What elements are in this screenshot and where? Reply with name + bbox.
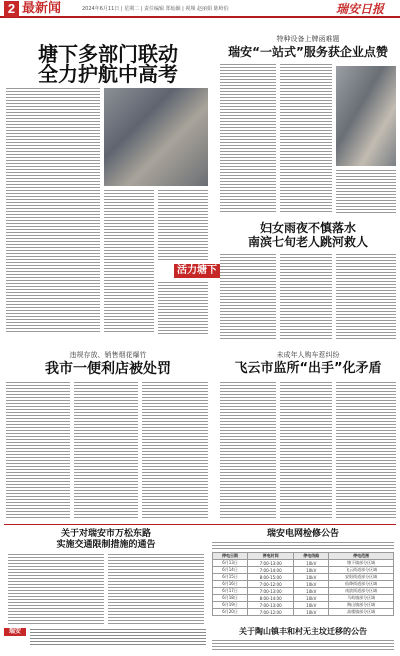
table-cell: 高楼镇部分区域 [329, 609, 394, 616]
newspaper-logo: 瑞安日报 [336, 2, 385, 16]
lead-body-col2 [104, 190, 154, 334]
table-row [213, 602, 394, 609]
section-title: 最新闻 [22, 1, 62, 16]
table-cell: 8:00-14:00 [248, 595, 294, 602]
table-cell: 7:00-13:00 [248, 560, 294, 567]
rescue-headline-line2: 南滨七旬老人跳河救人 [247, 235, 368, 249]
table-cell: 10kV [294, 581, 329, 588]
table-cell: 7:00-13:00 [248, 602, 294, 609]
table-row [213, 581, 394, 588]
market-body-col2 [74, 382, 138, 518]
page-number: 2 [4, 1, 19, 17]
power-notice-title: 瑞安电网检修公告 [266, 529, 339, 539]
table-cell: 7:00-12:00 [248, 609, 294, 616]
table-cell: 南滨街道部分区域 [329, 588, 394, 595]
table-cell: 10kV [294, 595, 329, 602]
table-cell: 6月16日 [213, 581, 248, 588]
rescue-body-col1 [220, 254, 276, 340]
rescue-body-col3 [336, 254, 396, 340]
car-kicker: 未成年人购车惹纠纷 [276, 351, 340, 359]
table-row [213, 609, 394, 616]
power-notice-intro [212, 542, 394, 550]
table-cell: 6月14日 [213, 567, 248, 574]
feature-photo [336, 66, 396, 166]
market-body-col3 [142, 382, 208, 518]
table-cell: 7:00-12:00 [248, 581, 294, 588]
table-cell: 10kV [294, 567, 329, 574]
table-cell: 10kV [294, 602, 329, 609]
table-cell: 陶山镇部分区域 [329, 602, 394, 609]
tangxia-notice-body [212, 640, 394, 652]
masthead-info: 2024年6月11日 | 星期二 | 责任编辑 郑灿颖 | 视频 赵丽娟 陈岭伯 [82, 6, 229, 12]
table-header: 停电时间 [248, 553, 294, 560]
traffic-notice-title-line2: 实施交通限制措施的通告 [56, 540, 156, 550]
lead-body-col4 [158, 282, 208, 334]
rescue-headline-line1: 妇女雨夜不慎落水 [259, 221, 356, 235]
feature-body-col3 [336, 170, 396, 214]
table-cell: 6月18日 [213, 595, 248, 602]
footer-notice-body [30, 629, 206, 647]
table-cell: 塘下镇部分区域 [329, 560, 394, 567]
car-body-col1 [220, 382, 276, 518]
lead-body-col1 [6, 88, 100, 334]
table-header: 停电范围 [329, 553, 394, 560]
table-cell: 飞云街道部分区域 [329, 567, 394, 574]
table-cell: 安阳街道部分区域 [329, 574, 394, 581]
table-cell: 马屿镇部分区域 [329, 595, 394, 602]
table-cell: 10kV [294, 574, 329, 581]
traffic-notice-body-col1 [8, 554, 104, 624]
table-cell: 10kV [294, 588, 329, 595]
lead-headline-line1: 塘下多部门联动 [38, 42, 178, 66]
table-cell: 6月13日 [213, 560, 248, 567]
table-cell: 10kV [294, 609, 329, 616]
feature-body-col2 [280, 64, 332, 214]
notice-divider [4, 524, 396, 525]
table-header: 停电线路 [294, 553, 329, 560]
lead-photo [104, 88, 208, 186]
lead-headline-line2: 全力护航中高考 [38, 62, 178, 86]
table-cell: 6月19日 [213, 602, 248, 609]
feature-kicker: 特种设备上牌函难题 [276, 35, 340, 43]
traffic-notice-body-col2 [108, 554, 204, 624]
traffic-notice-title-line1: 关于对瑞安市万松东路 [60, 529, 151, 539]
market-headline: 我市一便利店被处罚 [45, 361, 171, 377]
table-row [213, 588, 394, 595]
table-cell: 6月17日 [213, 588, 248, 595]
table-row [213, 574, 394, 581]
table-cell: 6月20日 [213, 609, 248, 616]
table-header: 停电日期 [213, 553, 248, 560]
feature-headline: 瑞安“一站式”服务获企业点赞 [228, 45, 388, 59]
table-cell: 7:00-13:00 [248, 588, 294, 595]
car-body-col3 [336, 382, 396, 518]
lead-body-col3 [158, 190, 208, 262]
car-headline: 飞云市监所“出手”化矛盾 [234, 361, 382, 376]
footer-tag: 瑞安 [4, 628, 26, 636]
table-cell: 7:00-14:00 [248, 567, 294, 574]
table-header-row [213, 553, 394, 560]
table-row [213, 560, 394, 567]
table-cell: 10kV [294, 560, 329, 567]
tangxia-notice-title: 关于陶山镇丰和村无主坟迁移的公告 [239, 627, 367, 636]
table-row [213, 567, 394, 574]
section-tag: 活力塘下 [174, 264, 220, 278]
car-body-col2 [280, 382, 332, 518]
table-cell: 8:00-15:00 [248, 574, 294, 581]
feature-body-col1 [220, 64, 276, 214]
rescue-body-col2 [280, 254, 332, 340]
market-kicker: 违规存放、销售烟花爆竹 [69, 351, 147, 359]
table-cell: 6月15日 [213, 574, 248, 581]
power-outage-table [212, 552, 394, 616]
table-row [213, 595, 394, 602]
market-body-col1 [6, 382, 70, 518]
table-cell: 仙降街道部分区域 [329, 581, 394, 588]
